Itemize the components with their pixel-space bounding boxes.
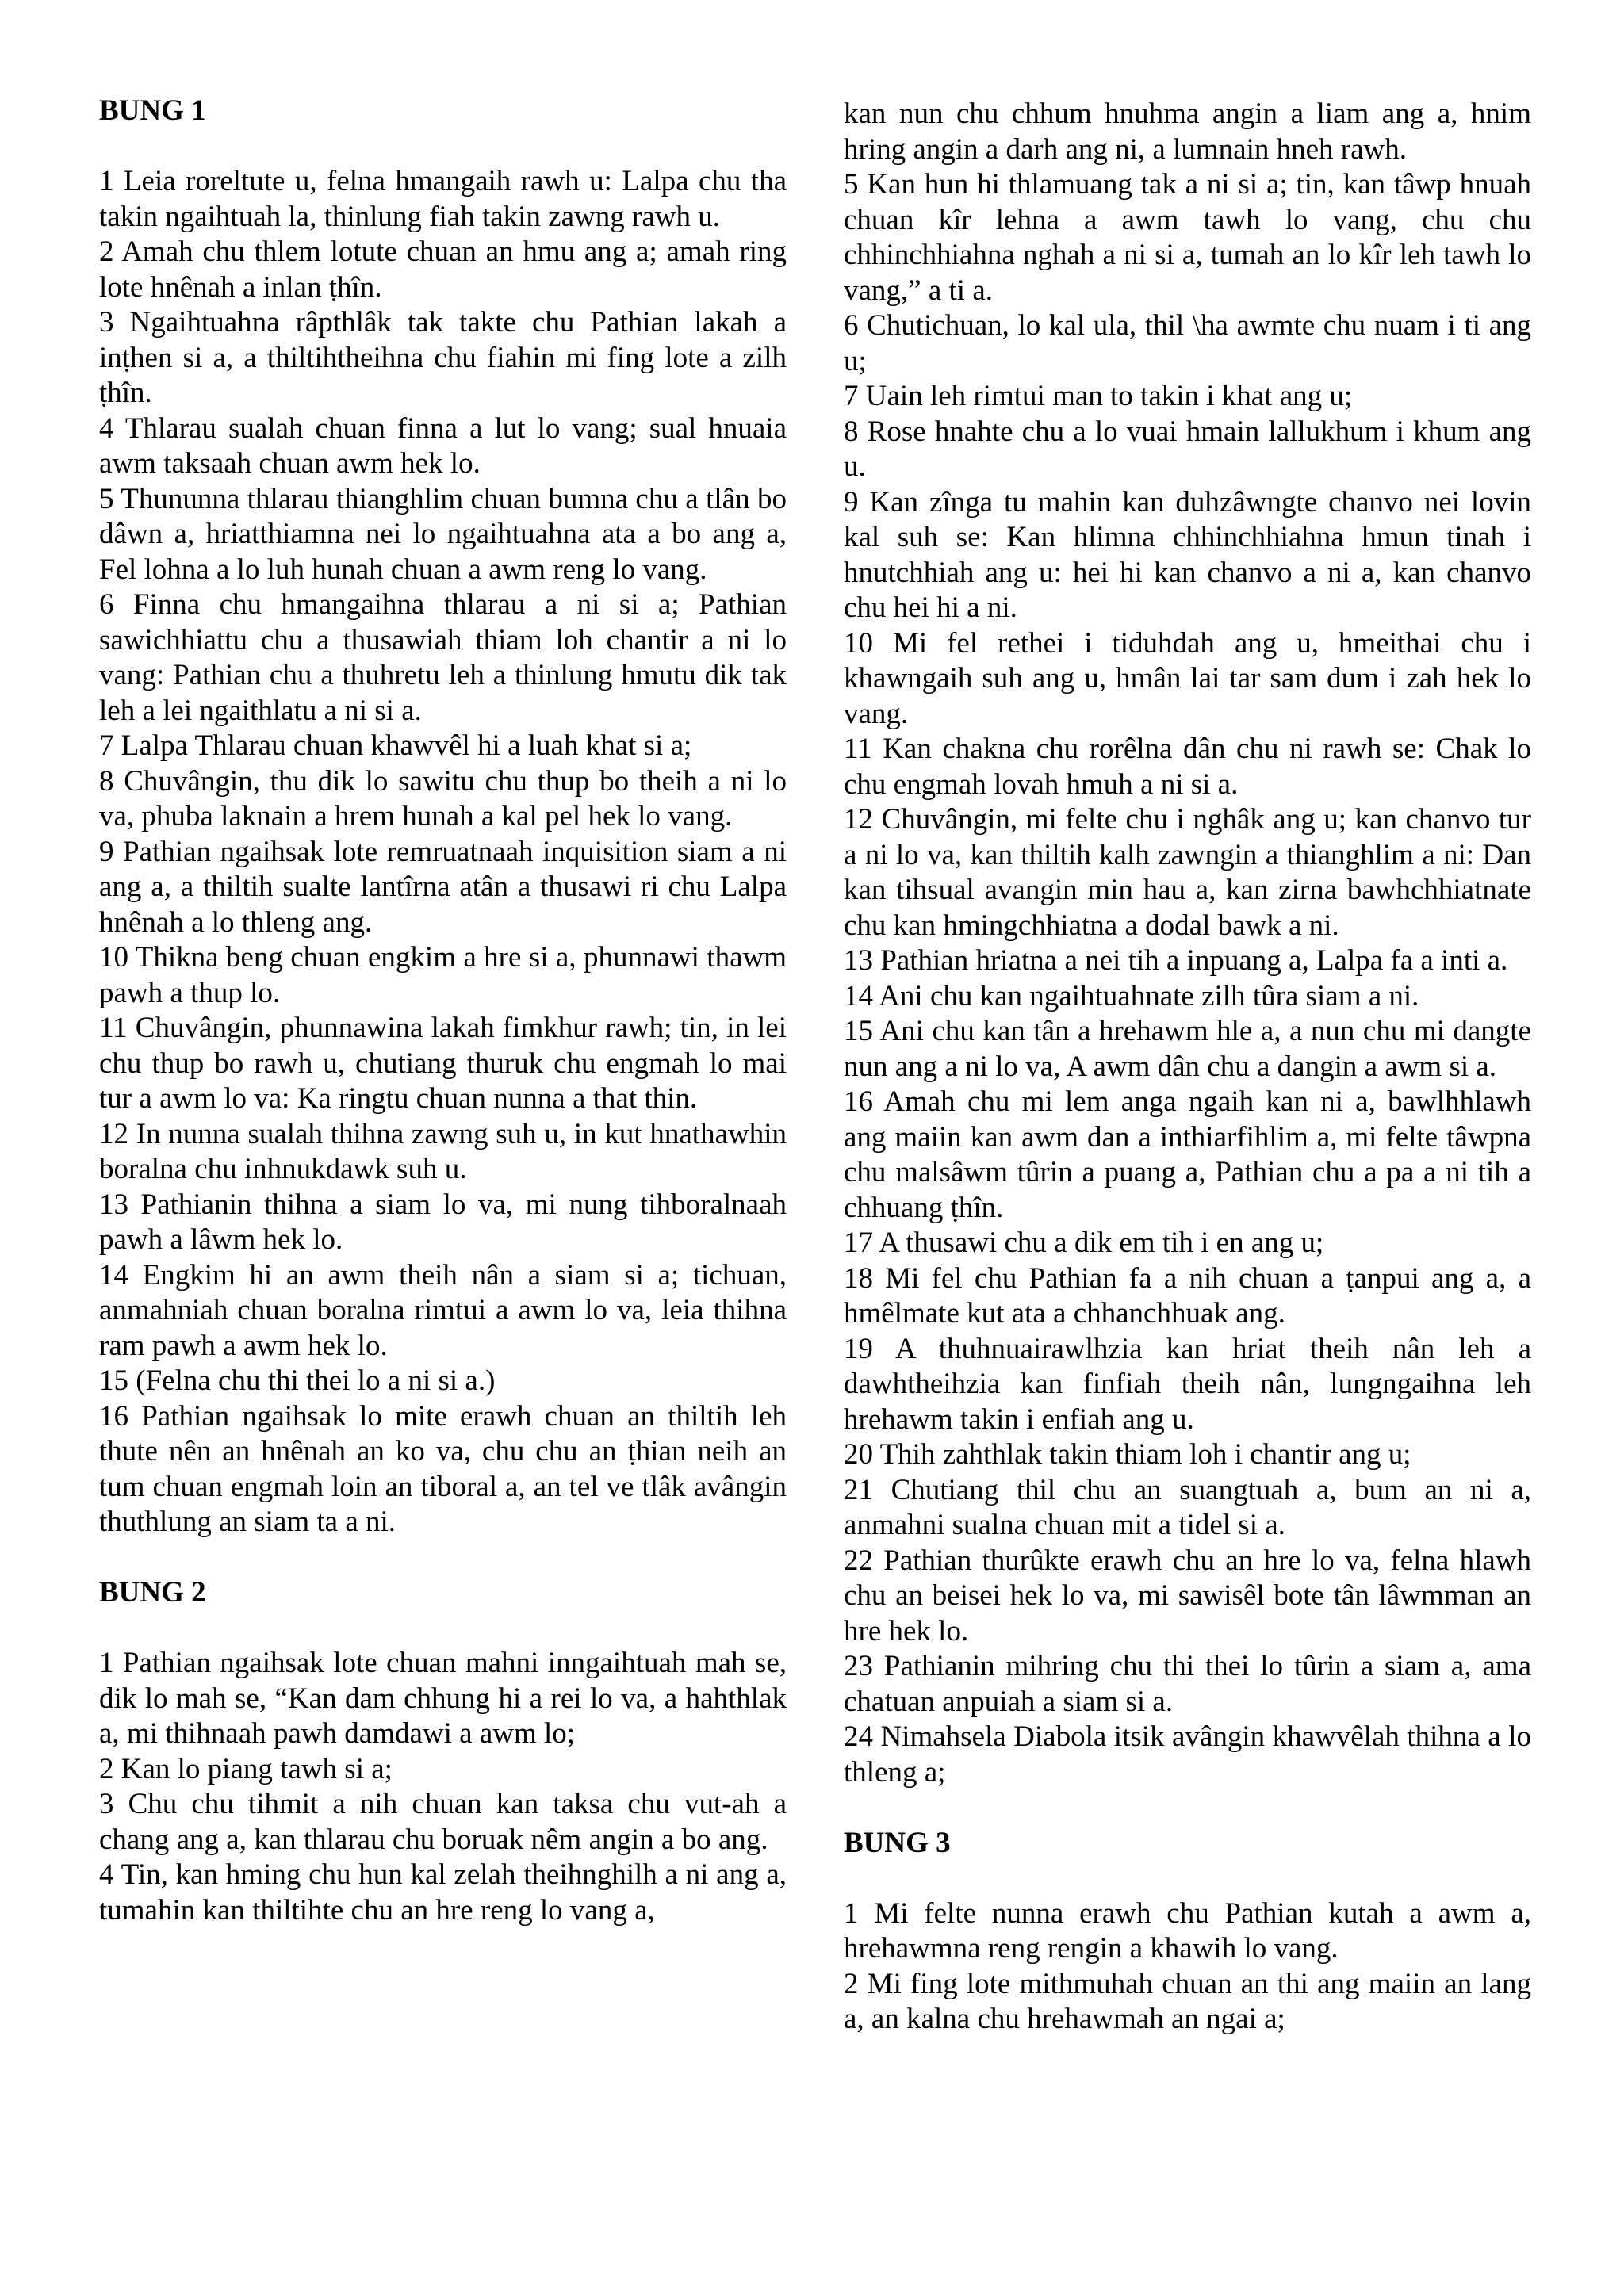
verse: 2 Kan lo piang tawh si a; <box>99 1752 393 1785</box>
verse: 21 Chutiang thil chu an suangtuah a, bum an ni a, anmahni sualna chuan mit a tidel si a. <box>844 1473 1531 1541</box>
verse: 19 A thuhnuairawlhzia kan hriat theih nân leh a dawhtheihzia kan finfiah theih nân, lungngaihna leh hrehawm takin i enfiah ang u. <box>844 1332 1531 1436</box>
verse: 8 Chuvângin, thu dik lo sawitu chu thup bo theih a ni lo va, phuba laknain a hrem hunah a kal pel hek lo vang. <box>99 764 787 832</box>
section-gap <box>844 1790 1531 1826</box>
verse: 8 Rose hnahte chu a lo vuai hmain lallukhum i khum ang u. <box>844 415 1531 483</box>
verse: 6 Finna chu hmangaihna thlarau a ni si a; Pathian sawichhiattu chu a thusawiah thiam loh chantir a ni lo vang: Pathian chu a thuhretu leh a thinlung hmutu dik tak leh a lei ngaithlatu a ni si a. <box>99 588 787 727</box>
verse: 4 Thlarau sualah chuan finna a lut lo vang; sual hnuaia awm taksaah chuan awm hek lo. <box>99 411 787 480</box>
verse: 13 Pathian hriatna a nei tih a inpuang a, Lalpa fa a inti a. <box>844 944 1508 977</box>
right-column <box>844 97 1531 2038</box>
verse: 1 Leia roreltute u, felna hmangaih rawh u: Lalpa chu tha takin ngaihtuah la, thinlung fiah takin zawng rawh u. <box>99 165 787 233</box>
verse: 16 Amah chu mi lem anga ngaih kan ni a, bawlhhlawh ang maiin kan awm dan a inthiarfihlim a, mi felte tâwpna chu malsâwm tûrin a puang a, Pathian chu a pa a ni tih a chhuang ṭhîn. <box>844 1085 1531 1224</box>
verse: 5 Kan hun hi thlamuang tak a ni si a; tin, kan tâwp hnuah chuan kîr lehna a awm tawh lo vang, chu chu chhinchhiahna nghah a ni si a, tumah an lo kîr leh tawh lo vang,” a ti a. <box>844 168 1531 307</box>
verse: 9 Kan zînga tu mahin kan duhzâwngte chanvo nei lovin kal suh se: Kan hlimna chhinchhiahna hmun tinah i hnutchhiah ang u: hei hi kan chanvo a ni a, kan chanvo chu hei hi a ni. <box>844 485 1531 624</box>
verse: 11 Chuvângin, phunnawina lakah fimkhur rawh; tin, in lei chu thup bo rawh u, chutiang thuruk chu engmah lo mai tur a awm lo va: Ka ringtu chuan nunna a that thin. <box>99 1012 787 1115</box>
left-column <box>99 94 787 1928</box>
verse: 13 Pathianin thihna a siam lo va, mi nung tihboralnaah pawh a lâwm hek lo. <box>99 1188 787 1256</box>
verse: 3 Chu chu tihmit a nih chuan kan taksa chu vut-ah a chang ang a, kan thlarau chu boruak nêm angin a bo ang. <box>99 1788 787 1856</box>
verse: 17 A thusawi chu a dik em tih i en ang u; <box>844 1226 1324 1259</box>
verse: 7 Uain leh rimtui man to takin i khat ang u; <box>844 380 1353 412</box>
verse: 23 Pathianin mihring chu thi thei lo tûrin a siam a, ama chatuan anpuiah a siam si a. <box>844 1650 1531 1718</box>
verse: 14 Engkim hi an awm theih nân a siam si a; tichuan, anmahniah chuan boralna rimtui a awm lo va, leia thihna ram pawh a awm hek lo. <box>99 1258 787 1362</box>
verse: 11 Kan chakna chu rorêlna dân chu ni rawh se: Chak lo chu engmah lovah hmuh a ni si a. <box>844 733 1531 801</box>
verse: 3 Ngaihtuahna râpthlâk tak takte chu Pathian lakah a inṭhen si a, a thiltihtheihna chu fiahin mi fing lote a zilh ṭhîn. <box>99 306 787 409</box>
verse: 16 Pathian ngaihsak lo mite erawh chuan an thiltih leh thute nên an hnênah an ko va, chu chu an ṭhian neih an tum chuan engmah loin an tiboral a, an tel ve tlâk avângin thuthlung an siam ta a ni. <box>99 1399 787 1538</box>
chapter-heading: BUNG 2 <box>99 1576 206 1609</box>
verse: 20 Thih zahthlak takin thiam loh i chantir ang u; <box>844 1438 1411 1471</box>
verse: 1 Pathian ngaihsak lote chuan mahni inngaihtuah mah se, dik lo mah se, “Kan dam chhung hi a rei lo va, a hahthlak a, mi thihnaah pawh damdawi a awm lo; <box>99 1647 787 1750</box>
verse: 14 Ani chu kan ngaihtuahnate zilh tûra siam a ni. <box>844 979 1419 1012</box>
verse: kan nun chu chhum hnuhma angin a liam ang a, hnim hring angin a darh ang ni, a lumnain hneh rawh. <box>844 98 1531 166</box>
verse: 15 Ani chu kan tân a hrehawm hle a, a nun chu mi dangte nun ang a ni lo va, A awm dân chu a dangin a awm si a. <box>844 1015 1531 1083</box>
verse: 24 Nimahsela Diabola itsik avângin khawvêlah thihna a lo thleng a; <box>844 1720 1531 1789</box>
verse: 4 Tin, kan hming chu hun kal zelah theihnghilh a ni ang a, tumahin kan thiltihte chu an hre reng lo vang a, <box>99 1858 787 1927</box>
verse: 10 Thikna beng chuan engkim a hre si a, phunnawi thawm pawh a thup lo. <box>99 941 787 1009</box>
section-gap <box>99 1540 787 1576</box>
verse: 12 In nunna sualah thihna zawng suh u, in kut hnathawhin boralna chu inhnukdawk suh u. <box>99 1117 787 1185</box>
verse: 18 Mi fel chu Pathian fa a nih chuan a ṭanpui ang a, a hmêlmate kut ata a chhanchhuak ang. <box>844 1261 1531 1330</box>
verse: 9 Pathian ngaihsak lote remruatnaah inquisition siam a ni ang a, a thiltih sualte lantîrna atân a thusawi ri chu Lalpa hnênah a lo thleng ang. <box>99 835 787 939</box>
verse: 7 Lalpa Thlarau chuan khawvêl hi a luah khat si a; <box>99 729 692 762</box>
verse: 10 Mi fel rethei i tiduhdah ang u, hmeithai chu i khawngaih suh ang u, hmân lai tar sam dum i zah hek lo vang. <box>844 626 1531 730</box>
verse: 1 Mi felte nunna erawh chu Pathian kutah a awm a, hrehawmna reng rengin a khawih lo vang. <box>844 1896 1531 1965</box>
verse: 22 Pathian thurûkte erawh chu an hre lo va, felna hlawh chu an beisei hek lo va, mi sawisêl bote tân lâwmman an hre hek lo. <box>844 1544 1531 1647</box>
chapter-heading: BUNG 1 <box>99 94 206 127</box>
chapter-heading: BUNG 3 <box>844 1826 951 1859</box>
verse: 5 Thununna thlarau thianghlim chuan bumna chu a tlân bo dâwn a, hriatthiamna nei lo ngaihtuahna ata a bo ang a, Fel lohna a lo luh hunah chuan a awm reng lo vang. <box>99 482 787 586</box>
verse: 15 (Felna chu thi thei lo a ni si a.) <box>99 1364 496 1397</box>
verse: 2 Mi fing lote mithmuhah chuan an thi ang maiin an lang a, an kalna chu hrehawmah an ngai a; <box>844 1967 1531 2035</box>
verse: 6 Chutichuan, lo kal ula, thil \ha awmte chu nuam i ti ang u; <box>844 309 1531 377</box>
verse: 2 Amah chu thlem lotute chuan an hmu ang a; amah ring lote hnênah a inlan ṭhîn. <box>99 235 787 304</box>
verse: 12 Chuvângin, mi felte chu i nghâk ang u; kan chanvo tur a ni lo va, kan thiltih kalh zawngin a thianghlim a ni: Dan kan tihsual avangin min hau a, kan zirna bawhchhiatnate chu kan hmingchhiatna a dodal bawk a ni. <box>844 803 1531 942</box>
